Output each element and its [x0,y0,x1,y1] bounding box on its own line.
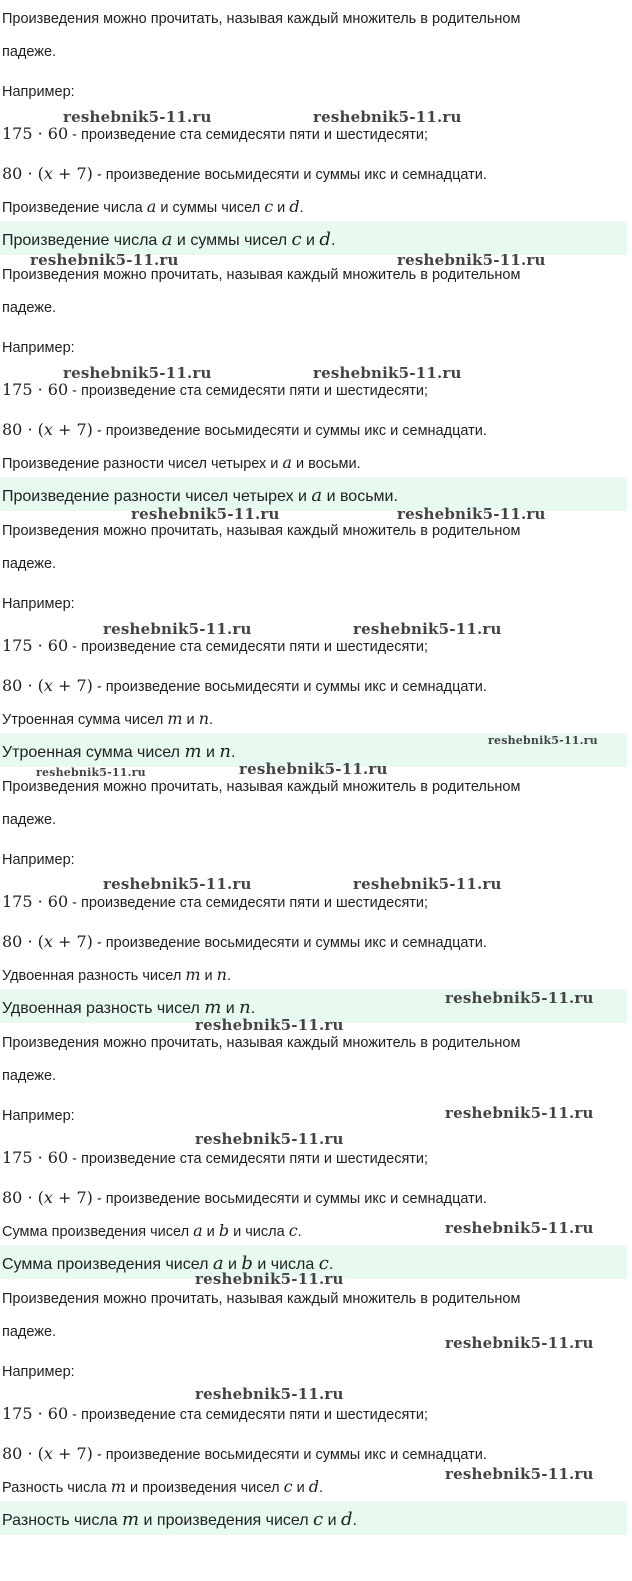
watermark: reshebnik5-11.ru [488,734,598,747]
example-1: 175 · 60 - произведение ста семидесяти пяти и шестидесяти; [2,636,429,655]
example-1-text: - произведение ста семидесяти пяти и шестидесяти; [68,127,429,143]
watermark: reshebnik5-11.ru [445,1334,594,1352]
intro-line-2: падеже. [2,44,57,60]
watermark: reshebnik5-11.ru [239,760,388,778]
answer-box [0,221,627,255]
answer-text: Произведение разности чисел четырех и a и восьми. [2,485,398,506]
example-1-math: 175 · 60 [2,124,69,143]
task-statement: Удвоенная разность чисел m и n. [2,965,231,984]
example-2: 80 · (x + 7) - произведение восьмидесяти и суммы икс и семнадцати. [2,1188,487,1207]
watermark: reshebnik5-11.ru [103,875,252,893]
example-2 [2,165,487,184]
example-label: Например: [2,340,75,356]
watermark: reshebnik5-11.ru [195,1130,344,1148]
example-1: 175 · 60 - произведение ста семидесяти пяти и шестидесяти; [2,380,429,399]
watermark: reshebnik5-11.ru [195,1016,344,1034]
watermark: reshebnik5-11.ru [63,108,212,126]
watermark: reshebnik5-11.ru [103,620,252,638]
intro-line-1: Произведения можно прочитать, называя каждый множитель в родительном [2,267,521,283]
intro-line-2: падеже. [2,1068,57,1084]
example-2-math: 80 · (x + 7) [2,164,93,183]
answer-text: Удвоенная разность чисел m и n. [2,997,256,1018]
task-statement: Утроенная сумма чисел m и n. [2,709,214,728]
intro-line-2: падеже. [2,812,57,828]
watermark: reshebnik5-11.ru [195,1270,344,1288]
answer-text: Произведение числа a и суммы чисел c и d. [2,229,336,250]
example-1: 175 · 60 - произведение ста семидесяти пяти и шестидесяти; [2,1404,429,1423]
example-2-text: - произведение восьмидесяти и суммы икс и семнадцати. [92,167,487,183]
answer-text: Сумма произведения чисел a и b и числа c. [2,1253,334,1274]
watermark: reshebnik5-11.ru [30,251,179,269]
watermark: reshebnik5-11.ru [36,766,146,779]
intro-line-1: Произведения можно прочитать, называя каждый множитель в родительном [2,779,521,795]
example-1: 175 · 60 - произведение ста семидесяти пяти и шестидесяти; [2,892,429,911]
watermark: reshebnik5-11.ru [353,875,502,893]
example-2: 80 · (x + 7) - произведение восьмидесяти и суммы икс и семнадцати. [2,420,487,439]
watermark: reshebnik5-11.ru [63,364,212,382]
task-statement: Сумма произведения чисел a и b и числа c. [2,1221,302,1240]
intro-line-1: Произведения можно прочитать, называя каждый множитель в родительном [2,1291,521,1307]
example-label: Например: [2,1108,75,1124]
example-label: Например: [2,596,75,612]
watermark: reshebnik5-11.ru [445,989,594,1007]
answer-text: Разность числа m и произведения чисел c и d. [2,1509,357,1530]
intro-line-1: Произведения можно прочитать, называя каждый множитель в родительном [2,523,521,539]
intro-line-2: падеже. [2,1324,57,1340]
watermark: reshebnik5-11.ru [397,251,546,269]
intro-line-1: Произведения можно прочитать, называя каждый множитель в родительном [2,11,521,27]
example-label: Например: [2,84,75,100]
watermark: reshebnik5-11.ru [353,620,502,638]
example-label: Например: [2,852,75,868]
example-2: 80 · (x + 7) - произведение восьмидесяти и суммы икс и семнадцати. [2,676,487,695]
example-2: 80 · (x + 7) - произведение восьмидесяти и суммы икс и семнадцати. [2,932,487,951]
task-statement: Произведение числа a и суммы чисел c и d. [2,197,304,216]
intro-line-2: падеже. [2,556,57,572]
watermark: reshebnik5-11.ru [445,1219,594,1237]
watermark: reshebnik5-11.ru [313,108,462,126]
watermark: reshebnik5-11.ru [131,505,280,523]
answer-text: Утроенная сумма чисел m и n. [2,741,236,762]
example-1: 175 · 60 - произведение ста семидесяти пяти и шестидесяти; [2,1148,429,1167]
watermark: reshebnik5-11.ru [313,364,462,382]
example-2: 80 · (x + 7) - произведение восьмидесяти и суммы икс и семнадцати. [2,1444,487,1463]
watermark: reshebnik5-11.ru [445,1465,594,1483]
task-statement: Произведение разности чисел четырех и a и восьми. [2,453,361,472]
task-statement: Разность числа m и произведения чисел c и d. [2,1477,324,1496]
example-label: Например: [2,1364,75,1380]
example-1 [2,125,428,144]
watermark: reshebnik5-11.ru [445,1104,594,1122]
watermark: reshebnik5-11.ru [397,505,546,523]
intro-line-2: падеже. [2,300,57,316]
answer-box [0,1501,627,1535]
intro-line-1: Произведения можно прочитать, называя каждый множитель в родительном [2,1035,521,1051]
watermark: reshebnik5-11.ru [195,1385,344,1403]
